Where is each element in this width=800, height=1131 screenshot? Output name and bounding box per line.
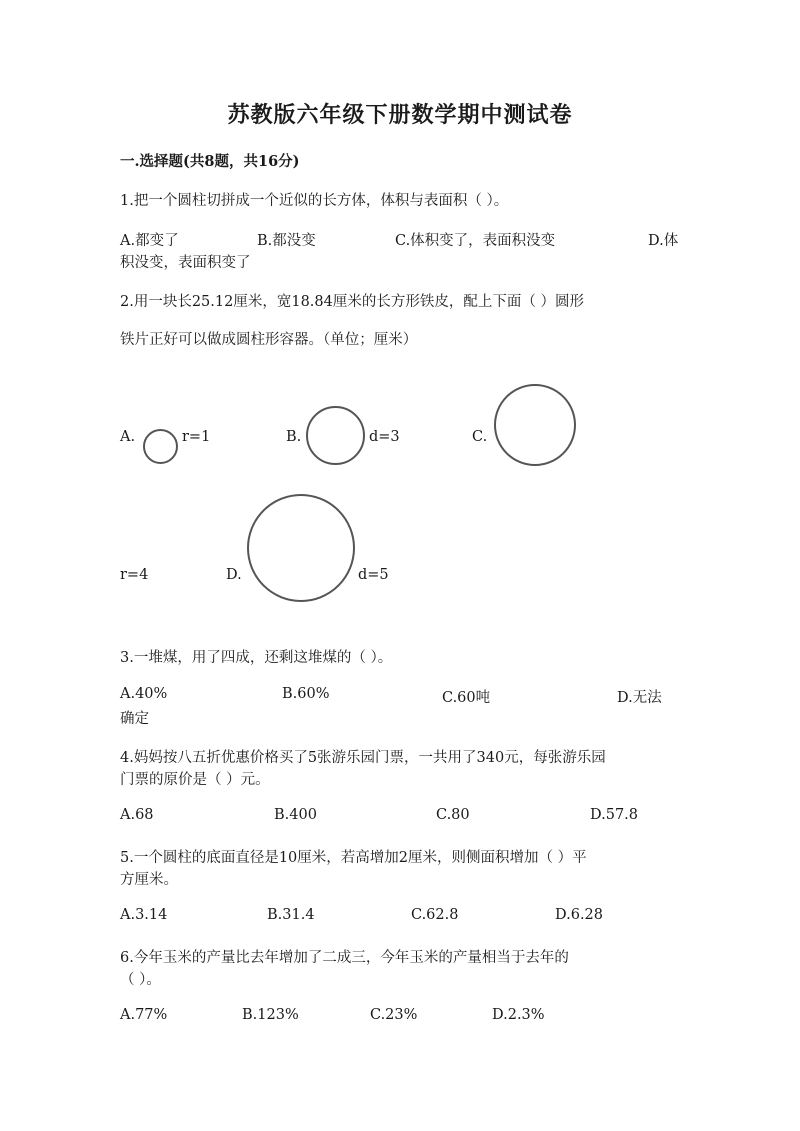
q2-label-b: d=3	[369, 429, 400, 445]
question-2-line-1: 2.用一块长25.12厘米，宽18.84厘米的长方形铁皮，配上下面（ ）圆形	[120, 294, 584, 310]
q2-label-c: r=4	[120, 567, 149, 583]
question-1: 1.把一个圆柱切拼成一个近似的长方体，体积与表面积（ ）。	[120, 193, 509, 209]
q5-option-d[interactable]: D.6.28	[555, 907, 604, 923]
q4-option-d[interactable]: D.57.8	[590, 807, 639, 823]
question-5-line-1: 5.一个圆柱的底面直径是10厘米，若高增加2厘米，则侧面积增加（ ）平	[120, 850, 587, 866]
q6-option-c[interactable]: C.23%	[370, 1007, 418, 1023]
section-heading: 一.选择题(共8题，共16分)	[120, 153, 300, 170]
question-6-line-1: 6.今年玉米的产量比去年增加了二成三，今年玉米的产量相当于去年的	[120, 950, 569, 966]
q4-option-c[interactable]: C.80	[436, 807, 470, 823]
q1-option-b[interactable]: B.都没变	[257, 233, 316, 249]
q2-option-d[interactable]: D.	[226, 567, 242, 583]
q2-option-b[interactable]: B.	[286, 429, 302, 445]
question-3: 3.一堆煤，用了四成，还剩这堆煤的（ ）。	[120, 650, 393, 666]
q6-option-b[interactable]: B.123%	[242, 1007, 299, 1023]
question-2-line-2: 铁片正好可以做成圆柱形容器。（单位；厘米）	[120, 332, 418, 348]
q1-option-a[interactable]: A.都变了	[120, 233, 179, 249]
circle-option-c	[494, 384, 576, 466]
question-6-line-2: （ ）。	[120, 972, 161, 988]
q3-option-b[interactable]: B.60%	[282, 686, 330, 702]
q3-option-d-continued: 确定	[120, 711, 149, 727]
q3-option-d[interactable]: D.无法	[617, 690, 662, 706]
question-4-line-2: 门票的原价是（ ）元。	[120, 772, 270, 788]
q2-label-d: d=5	[358, 567, 389, 583]
q3-option-c[interactable]: C.60吨	[442, 690, 491, 706]
question-4-line-1: 4.妈妈按八五折优惠价格买了5张游乐园门票，一共用了340元，每张游乐园	[120, 750, 606, 766]
q1-option-c[interactable]: C.体积变了，表面积没变	[395, 233, 556, 249]
page-title: 苏教版六年级下册数学期中测试卷	[227, 102, 573, 128]
q5-option-c[interactable]: C.62.8	[411, 907, 459, 923]
q6-option-a[interactable]: A.77%	[120, 1007, 168, 1023]
q3-option-a[interactable]: A.40%	[120, 686, 168, 702]
q4-option-a[interactable]: A.68	[120, 807, 154, 823]
q5-option-b[interactable]: B.31.4	[267, 907, 315, 923]
q2-option-a[interactable]: A.	[120, 429, 136, 445]
q4-option-b[interactable]: B.400	[274, 807, 317, 823]
q6-option-d[interactable]: D.2.3%	[492, 1007, 545, 1023]
q1-option-d[interactable]: D.体	[648, 233, 679, 249]
circle-option-a	[143, 429, 178, 464]
q2-label-a: r=1	[182, 429, 211, 445]
q5-option-a[interactable]: A.3.14	[120, 907, 168, 923]
circle-option-b	[306, 406, 365, 465]
circle-option-d	[247, 494, 355, 602]
q2-option-c[interactable]: C.	[472, 429, 488, 445]
question-5-line-2: 方厘米。	[120, 872, 178, 888]
q1-option-d-continued: 积没变，表面积变了	[120, 255, 251, 271]
